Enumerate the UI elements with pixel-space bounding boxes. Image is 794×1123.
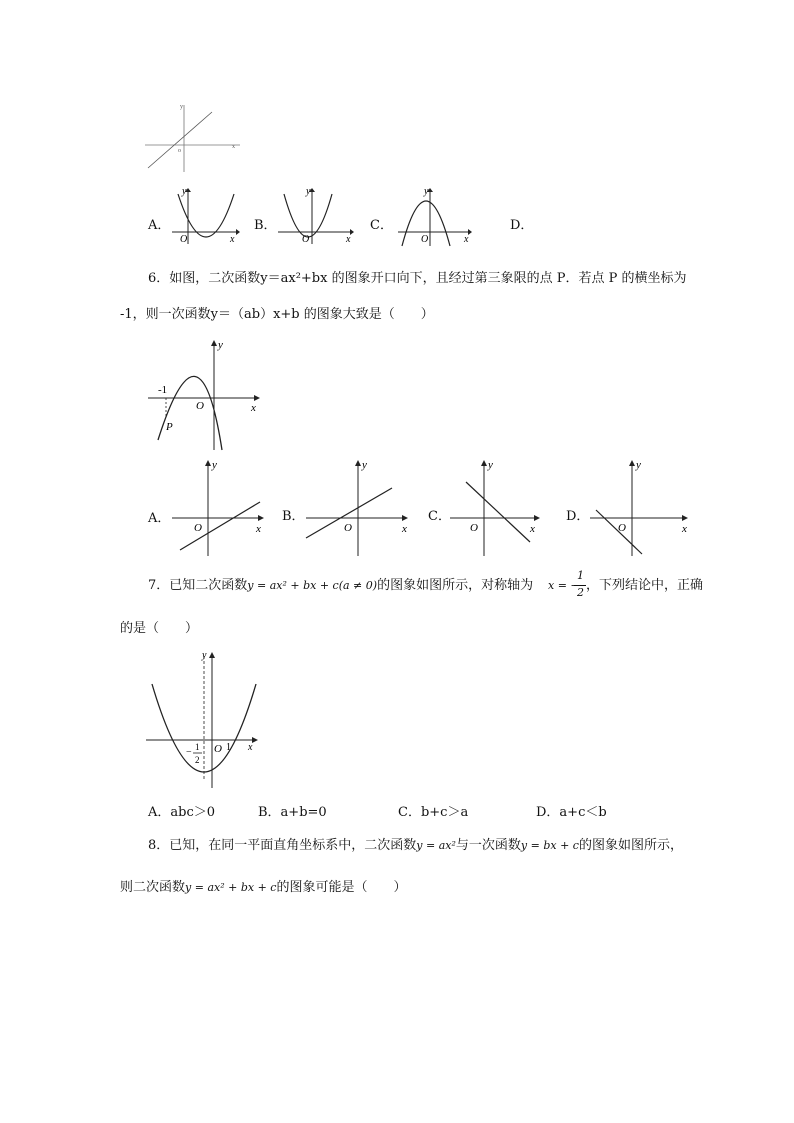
q7-fig-y: y [202, 650, 207, 661]
q5-c-origin: O [421, 234, 429, 245]
q6-c-origin: O [470, 522, 478, 534]
q5-option-b-label[interactable]: B． [254, 218, 277, 233]
q7-option-c[interactable]: C．b+c＞a [398, 805, 469, 820]
q5-c-y: y [424, 186, 429, 197]
q7-formula: y = ax² + bx + c(a ≠ 0) [247, 579, 378, 592]
q6-text-line1: 6．如图，二次函数y＝ax²+bx 的图象开口向下，且经过第三象限的点 P．若点 P 的横坐标为 [148, 271, 687, 286]
q7-fig-num: 1 [195, 742, 200, 752]
q7-figure [140, 648, 265, 790]
q6-fig-x: x [251, 402, 256, 414]
q5-option-a-label[interactable]: A． [148, 218, 171, 233]
q7-option-d[interactable]: D．a+c＜b [536, 805, 607, 820]
q8-formula-2: y = bx + c [520, 839, 579, 852]
q7-option-b[interactable]: B．a+b=0 [258, 805, 327, 820]
q5-a-x: x [230, 234, 235, 245]
q5-fig-x: x [232, 144, 235, 150]
q8-text-line1 [148, 837, 683, 855]
q6-d-y: y [636, 459, 641, 471]
q7-fig-den: 2 [195, 755, 200, 765]
q7-frac-num: 1 [577, 569, 584, 582]
q5-fig-y: y [180, 104, 183, 110]
q5-b-y: y [306, 186, 311, 197]
q5-b-x: x [346, 234, 351, 245]
q8-formula-1: y = ax² [416, 839, 456, 852]
q6-option-c-label[interactable]: C． [428, 509, 451, 524]
q6-fig-p: P [166, 421, 173, 433]
q7-fig-origin: O [214, 743, 222, 755]
q5-option-a-graph[interactable] [170, 186, 240, 246]
q8-formula-3: y = ax² + bx + c [185, 881, 277, 894]
q6-option-c-graph[interactable] [446, 456, 546, 558]
q7-intro: 7．已知二次函数 [148, 578, 248, 593]
q5-a-origin: O [180, 234, 188, 245]
q5-a-y: y [182, 186, 187, 197]
q6-d-origin: O [618, 522, 626, 534]
q8-end: 的图象如图所示， [578, 838, 683, 853]
q6-option-a-label[interactable]: A． [148, 511, 171, 526]
q6-fig-minus-one: -1 [158, 384, 168, 396]
q6-option-b-label[interactable]: B． [282, 509, 305, 524]
q8-mid: 与一次函数 [455, 838, 521, 853]
q8-intro: 8．已知，在同一平面直角坐标系中，二次函数 [148, 838, 417, 853]
q7-text-line1-end: ，下列结论中，正确 [586, 578, 704, 593]
q6-fig-origin: O [196, 400, 204, 412]
q6-c-x: x [530, 523, 535, 535]
q5-option-b-graph[interactable] [274, 186, 356, 246]
q6-c-y: y [488, 459, 493, 471]
q7-option-a[interactable]: A．abc＞0 [148, 805, 216, 820]
q6-a-origin: O [194, 522, 202, 534]
q8-line2-end: 的图象可能是（ ） [276, 880, 407, 895]
q8-line2-intro: 则二次函数 [120, 880, 186, 895]
q6-figure [140, 338, 265, 453]
q6-d-x: x [682, 523, 687, 535]
q7-text-line1 [148, 577, 533, 595]
q6-b-x: x [402, 523, 407, 535]
q6-option-d-label[interactable]: D． [566, 509, 590, 524]
q7-mid: 的图象如图所示，对称轴为 [377, 578, 534, 593]
q6-text-line2: -1，则一次函数y＝（ab）x+b 的图象大致是（ ） [120, 307, 434, 322]
q5-figure [140, 100, 250, 180]
q7-fig-one: 1 [226, 742, 231, 753]
q7-frac-den: 2 [577, 586, 584, 599]
q6-option-a-graph[interactable] [168, 456, 268, 558]
q5-option-c-label[interactable]: C． [370, 218, 393, 233]
q6-b-origin: O [344, 522, 352, 534]
q5-c-x: x [464, 234, 469, 245]
q5-b-origin: O [302, 234, 310, 245]
q7-text-line2: 的是（ ） [120, 621, 199, 636]
q8-text-line2 [120, 879, 406, 897]
q5-option-c-graph[interactable] [394, 186, 476, 248]
q6-a-y: y [212, 459, 217, 471]
q7-fig-x: x [248, 742, 253, 753]
q5-fig-origin: o [178, 148, 181, 154]
q6-b-y: y [362, 459, 367, 471]
q6-a-x: x [256, 523, 261, 535]
q7-axis-eq-prefix: x = − [548, 579, 580, 592]
q6-fig-y: y [218, 339, 223, 351]
q6-option-b-graph[interactable] [302, 456, 414, 558]
q6-option-d-graph[interactable] [586, 456, 692, 558]
q7-fig-neg: − [186, 747, 192, 758]
q5-option-d-label[interactable]: D． [510, 218, 534, 233]
